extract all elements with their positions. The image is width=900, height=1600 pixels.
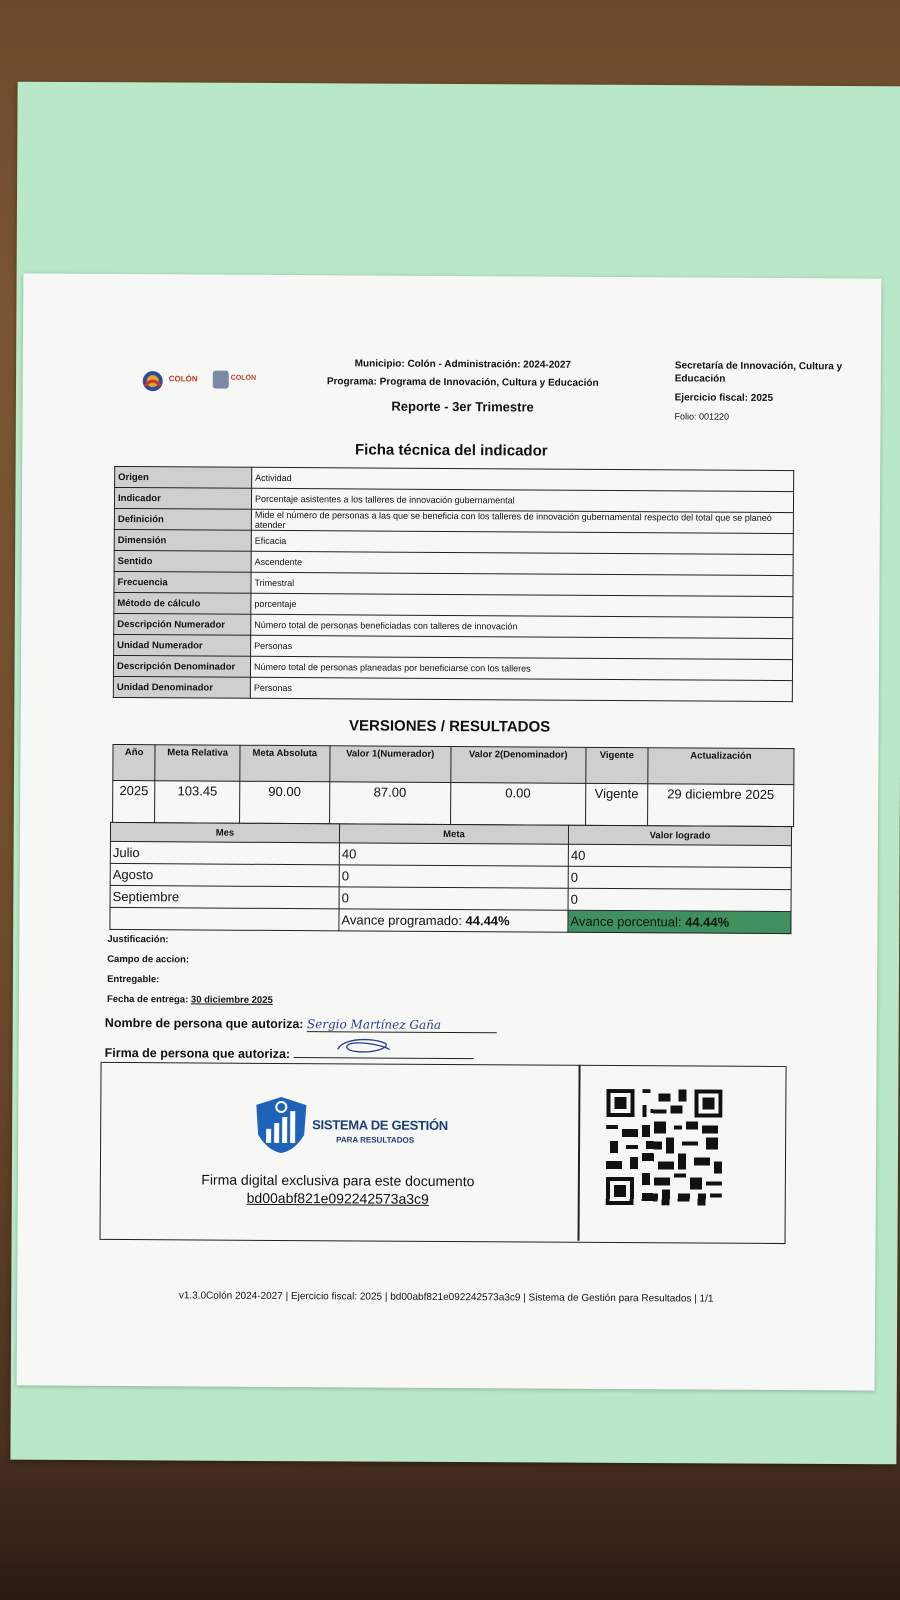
versiones-header: Meta Relativa [155,745,240,782]
campo-accion-label: Campo de accion: [107,953,190,966]
qr-code-icon [606,1089,723,1206]
mes-cell-valor: 0 [568,888,791,911]
header-right [675,359,855,424]
sistema-gestion-logo-icon [254,1095,308,1155]
ficha-label: Indicador [114,487,251,509]
versiones-table [112,744,794,827]
sistema-title: SISTEMA DE GESTIÓN [312,1117,448,1133]
mes-cell-mes: Julio [110,841,339,864]
justificacion-label: Justificación: [107,933,169,946]
versiones-value: 90.00 [240,781,330,824]
avance-porcentual-label: Avance porcentual: [570,913,682,930]
ficha-value: Mide el número de personas a las que se beneficia con los talleres de innovación gubernamental respecto del total que se planeó atender [251,509,793,533]
ficha-value: Número total de personas planeadas por beneficiarse con los talleres [250,656,792,680]
footer-text: v1.3.0Colón 2024-2027 | Ejercicio fiscal: 2025 | bd00abf821e092242573a3c9 | Sistema de Gestión para Resultados | 1/1 [178,1290,714,1305]
avance-programado [339,909,568,932]
ficha-label: Unidad Numerador [114,634,251,656]
ficha-title: Ficha técnica del indicador [354,441,548,460]
versiones-value: 87.00 [329,782,450,825]
fecha-entrega [107,994,273,1006]
ficha-label: Origen [115,466,252,488]
ficha-value: Trimestral [251,572,793,596]
ficha-label: Descripción Denominador [113,655,250,677]
versiones-header: Valor 2(Denominador) [451,747,586,784]
mes-cell-valor: 40 [568,844,791,867]
ficha-label: Unidad Denominador [113,676,250,698]
versiones-header: Actualización [648,748,794,785]
firma-digital-text [168,1170,508,1208]
versiones-header: Año [113,744,156,780]
ficha-label: Dimensión [114,529,251,551]
report-page [17,273,882,1390]
ficha-table [113,466,794,702]
ficha-value: Eficacia [251,530,793,554]
versiones-header: Vigente [586,747,648,783]
firma-autoriza [105,1042,474,1062]
firma-digital-hash: bd00abf821e092242573a3c9 [246,1189,429,1207]
ficha-label: Sentido [114,550,251,572]
mes-header: Mes [110,822,339,842]
logo-right-text: COLÓN [230,374,257,382]
nombre-value: Sergio Martínez Gaña [307,1017,497,1033]
mes-cell-mes: Agosto [110,863,339,886]
ficha-value: Porcentaje asistentes a los talleres de innovación gubernamental [251,488,793,512]
valor-header: Valor logrado [568,825,791,845]
meses-table [109,822,792,934]
logo-left-text: COLÓN [168,374,198,384]
nombre-autoriza [105,1016,497,1033]
versiones-value: 103.45 [155,781,240,824]
avance-programado-label: Avance programado: [341,912,462,929]
ficha-value: Actividad [252,467,794,491]
ficha-row [113,676,792,701]
ficha-label: Definición [114,508,251,530]
ficha-label: Frecuencia [114,571,251,593]
escudo-icon [213,371,229,389]
fecha-label: Fecha de entrega: [106,993,189,1006]
versiones-header: Meta Absoluta [240,745,330,782]
versiones-value: 0.00 [450,783,585,826]
avance-programado-value: 44.44% [465,913,510,929]
ficha-label: Descripción Numerador [114,613,251,635]
mes-cell-meta: 40 [339,843,568,866]
versiones-value: 2025 [113,780,156,822]
municipio-text: Municipio: Colón - Administración: 2024-2027 [354,358,572,371]
ficha-value: Personas [251,635,793,659]
empty-cell [110,907,339,930]
firma-line [294,1043,474,1059]
header-center [263,355,663,417]
programa-text: Programa: Programa de Innovación, Cultura y Educación [326,376,599,389]
meta-header: Meta [339,824,568,844]
ejercicio-text: Ejercicio fiscal: 2025 [674,392,774,404]
firma-label: Firma de persona que autoriza: [104,1045,291,1062]
ficha-value: Número total de personas beneficiadas con talleres de innovación [251,614,793,638]
ficha-value: Personas [250,677,792,701]
versiones-value: 29 diciembre 2025 [647,784,793,827]
ficha-value: porcentaje [251,593,793,617]
signature-icon [334,1035,394,1057]
secretaria-text: Secretaría de Innovación, Cultura y Educación [674,360,843,385]
reporte-title: Reporte - 3er Trimestre [391,398,534,415]
ficha-value: Ascendente [251,551,793,575]
sistema-subtitle: PARA RESULTADOS [336,1135,415,1145]
versiones-title: VERSIONES / RESULTADOS [349,717,551,736]
mes-cell-meta: 0 [339,887,568,910]
entregable-label: Entregable: [107,973,160,986]
avance-porcentual-value: 44.44% [685,914,730,930]
mes-cell-valor: 0 [568,866,791,889]
mes-cell-mes: Septiembre [110,885,339,908]
nombre-label: Nombre de persona que autoriza: [104,1015,304,1032]
ficha-label: Método de cálculo [114,592,251,614]
fecha-value: 30 diciembre 2025 [190,994,273,1006]
mes-cell-meta: 0 [339,865,568,888]
avance-porcentual [568,910,791,933]
folio-text: Folio: 001220 [674,411,730,422]
municipio-logo-icon [141,370,165,392]
versiones-value: Vigente [585,783,647,825]
firma-digital-caption: Firma digital exclusiva para este documento [201,1171,475,1190]
versiones-header: Valor 1(Numerador) [329,746,450,783]
